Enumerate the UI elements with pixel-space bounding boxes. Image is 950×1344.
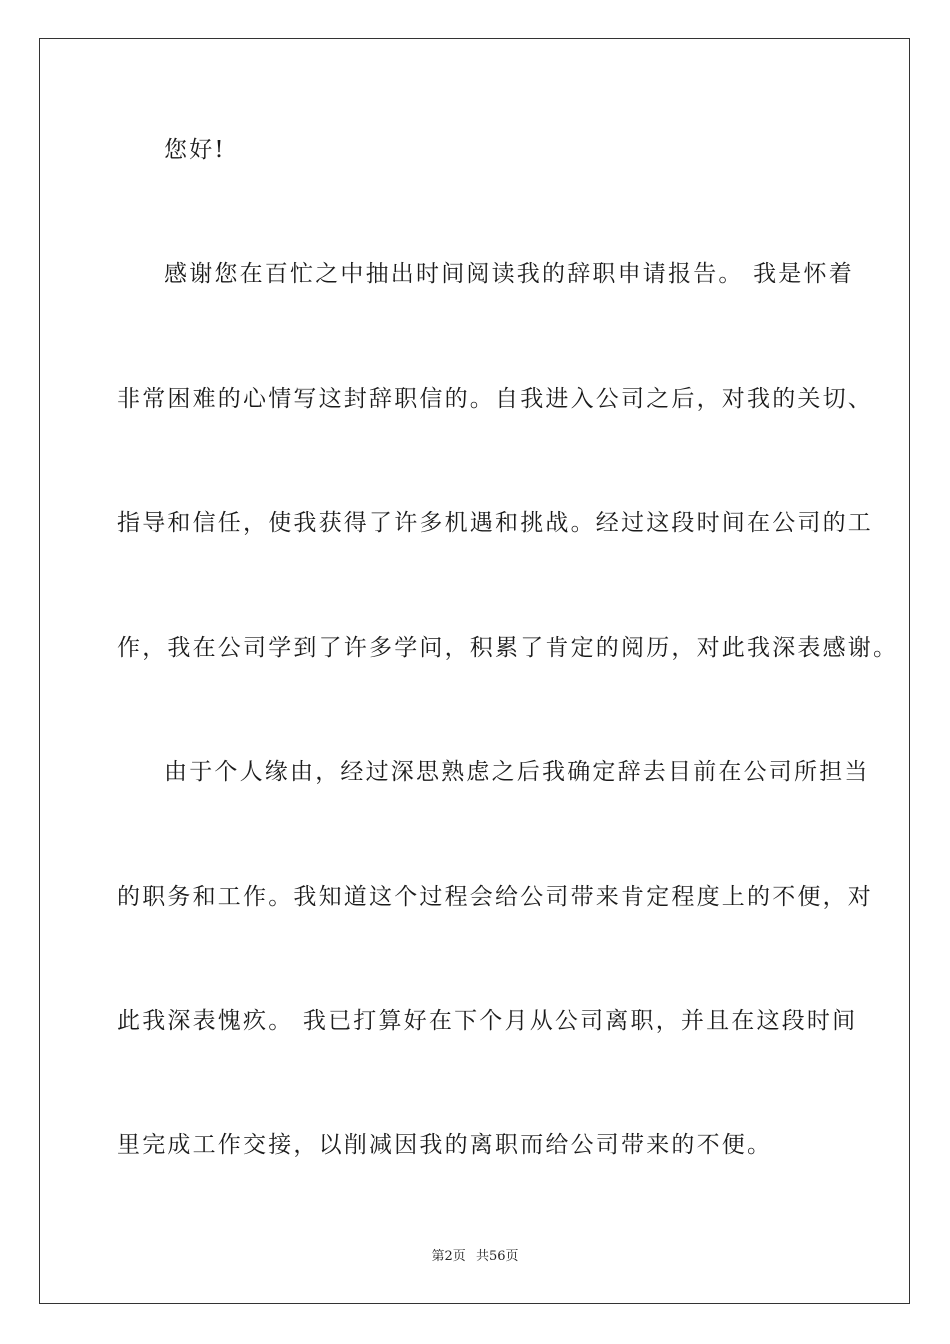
paragraph-line-3: 指导和信任，使我获得了许多机遇和挑战。经过这段时间在公司的工 — [117, 510, 873, 536]
paragraph-line-6: 的职务和工作。我知道这个过程会给公司带来肯定程度上的不便，对 — [117, 884, 873, 910]
greeting: 您好! — [164, 137, 226, 163]
paragraph-line-5: 由于个人缘由，经过深思熟虑之后我确定辞去目前在公司所担当 — [164, 759, 870, 785]
page-number: 第2页 — [431, 1249, 466, 1264]
page-frame — [39, 38, 910, 1304]
page-total: 共56页 — [475, 1249, 519, 1264]
page-footer — [0, 1248, 950, 1266]
paragraph-line-1: 感谢您在百忙之中抽出时间阅读我的辞职申请报告。 我是怀着 — [164, 261, 854, 287]
paragraph-line-2: 非常困难的心情写这封辞职信的。自我进入公司之后，对我的关切、 — [117, 386, 873, 412]
paragraph-line-7: 此我深表愧疚。 我已打算好在下个月从公司离职，并且在这段时间 — [117, 1008, 858, 1034]
paragraph-line-8: 里完成工作交接，以削减因我的离职而给公司带来的不便。 — [117, 1132, 773, 1158]
paragraph-line-4: 作，我在公司学到了许多学问，积累了肯定的阅历，对此我深表感谢。 — [117, 635, 899, 661]
